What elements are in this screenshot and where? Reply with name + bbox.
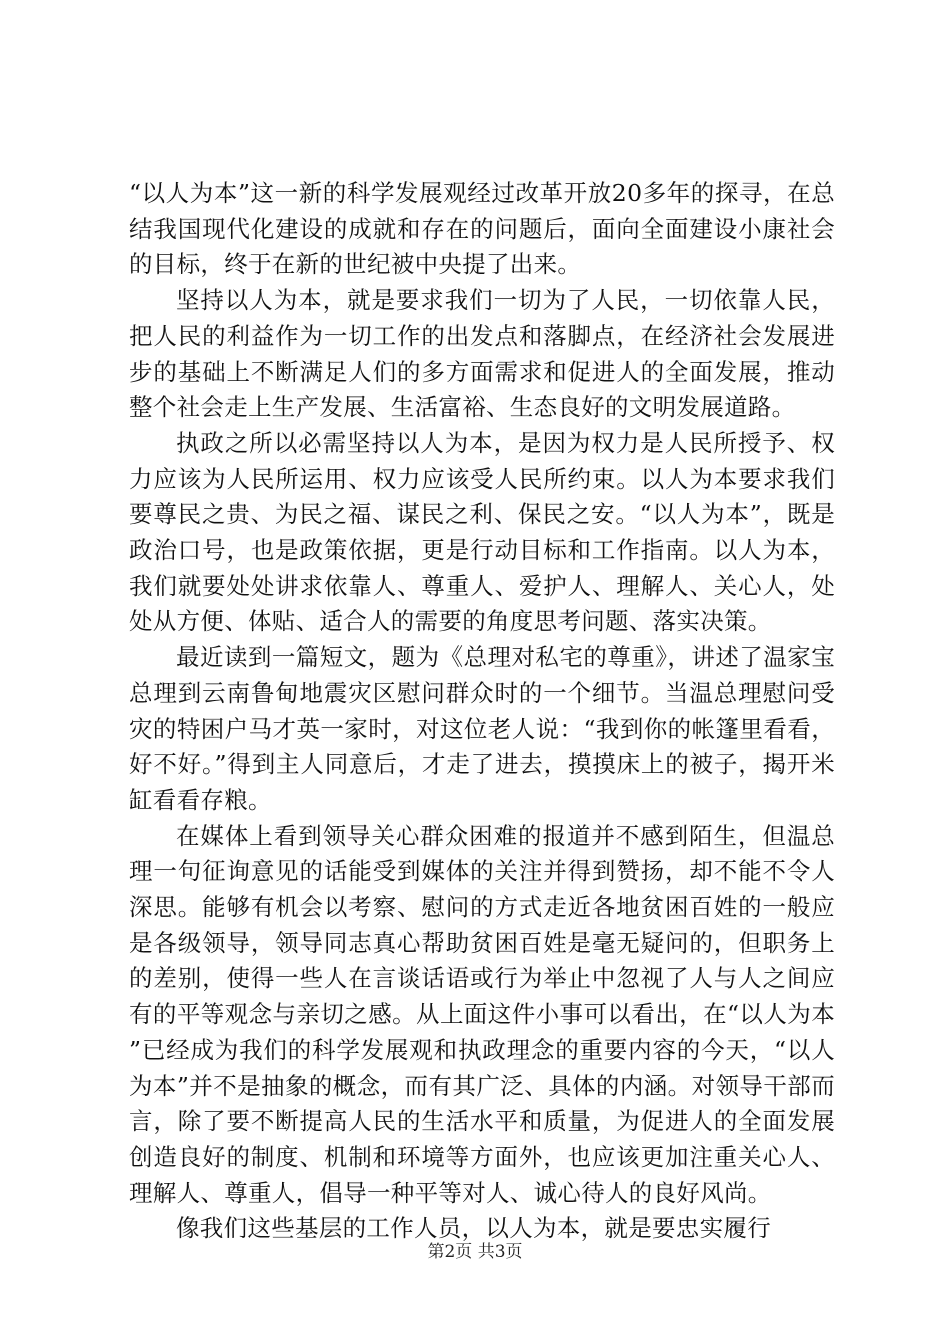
paragraph-6: 像我们这些基层的工作人员，以人为本，就是要忠实履行 — [176, 1214, 771, 1243]
paragraph-4: 最近读到一篇短文，题为《总理对私宅的尊重》，讲述了温家宝总理到云南鲁甸地震灾区慰问群众时的一个细节。当温总理慰问受灾的特困户马才英一家时，对这位老人说：“我到你的帐篷里看看，好不好。”得到主人同意后，才走了进去，摸摸床上的被子，揭开米缸看看存粮。 — [129, 643, 835, 814]
paragraph-2: 坚持以人为本，就是要求我们一切为了人民，一切依靠人民，把人民的利益作为一切工作的出发点和落脚点，在经济社会发展进步的基础上不断满足人们的多方面需求和促进人的全面发展，推动整个社会走上生产发展、生活富裕、生态良好的文明发展道路。 — [129, 286, 835, 422]
body-text — [129, 176, 835, 1247]
paragraph-1: “以人为本”这一新的科学发展观经过改革开放20多年的探寻，在总结我国现代化建设的成就和存在的问题后，面向全面建设小康社会的目标，终于在新的世纪被中央提了出来。 — [129, 179, 835, 279]
paragraph-3: 执政之所以必需坚持以人为本，是因为权力是人民所授予、权力应该为人民所运用、权力应该受人民所约束。以人为本要求我们要尊民之贵、为民之福、谋民之利、保民之安。“以人为本”，既是政治口号，也是政策依据，更是行动目标和工作指南。以人为本，我们就要处处讲求依靠人、尊重人、爱护人、理解人、关心人，处处从方便、体贴、适合人的需要的角度思考问题、落实决策。 — [129, 428, 835, 636]
page-number-footer: 第2页 共3页 — [427, 1242, 523, 1262]
paragraph-5: 在媒体上看到领导关心群众困难的报道并不感到陌生，但温总理一句征询意见的话能受到媒体的关注并得到赞扬，却不能不令人深思。能够有机会以考察、慰问的方式走近各地贫困百姓的一般应是各级领导，领导同志真心帮助贫困百姓是毫无疑问的，但职务上的差别，使得一些人在言谈话语或行为举止中忽视了人与人之间应有的平等观念与亲切之感。从上面这件小事可以看出，在“以人为本”已经成为我们的科学发展观和执政理念的重要内容的今天，“以人为本”并不是抽象的概念，而有其广泛、具体的内涵。对领导干部而言，除了要不断提高人民的生活水平和质量，为促进人的全面发展创造良好的制度、机制和环境等方面外，也应该更加注重关心人、理解人、尊重人，倡导一种平等对人、诚心待人的良好风尚。 — [129, 821, 835, 1207]
